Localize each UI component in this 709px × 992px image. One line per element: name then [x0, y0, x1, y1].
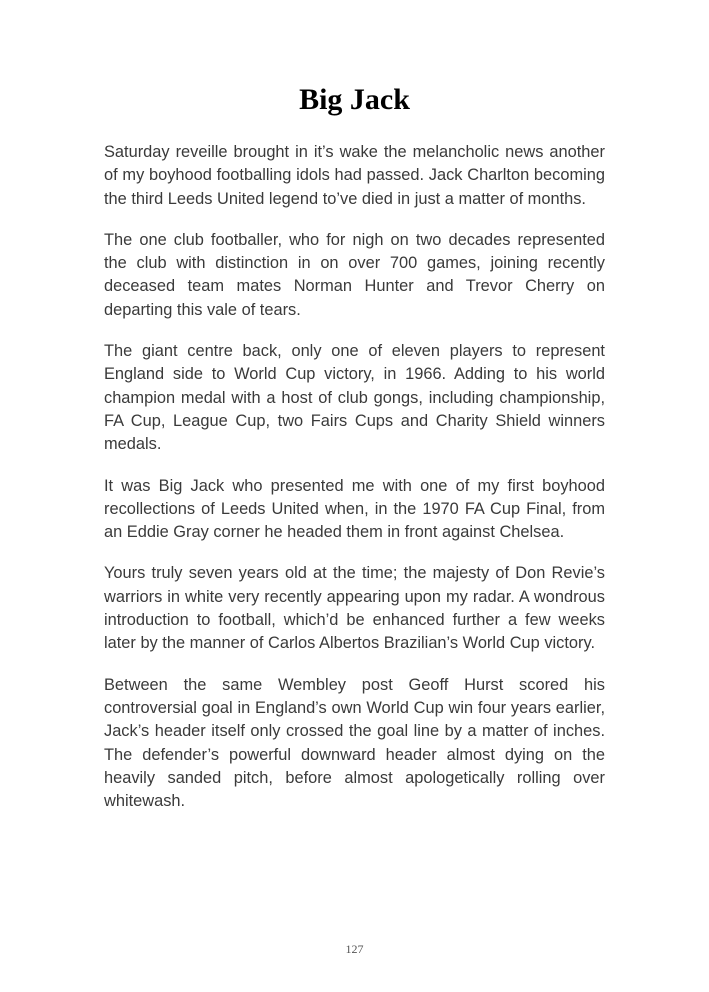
paragraph-2: The one club footballer, who for nigh on two decades represented the club with distinction in on over 700 games, joining recently deceased team mates Norman Hunter and Trevor Cherry on departing this vale of tears.	[104, 230, 605, 319]
paragraph-3: The giant centre back, only one of eleven players to represent England side to World Cup victory, in 1966. Adding to his world champion medal with a host of club gongs, including championship, FA Cup, League Cup, two Fairs Cups and Charity Shield winners medals.	[104, 342, 605, 454]
page-number: 127	[345, 942, 364, 956]
paragraph-5: Yours truly seven years old at the time; the majesty of Don Revie’s warriors in white very recently appearing upon my radar. A wondrous introduction to football, which’d be enhanced further a few weeks later by the manner of Carlos Albertos Brazilian’s World Cup victory.	[104, 564, 605, 653]
paragraph-6: Between the same Wembley post Geoff Hurst scored his controversial goal in England’s own World Cup win four years earlier, Jack’s header itself only crossed the goal line by a matter of inches. The defender’s powerful downward header almost dying on the heavily sanded pitch, before almost apologetically rolling over whitewash.	[104, 675, 605, 811]
body-text	[104, 141, 605, 831]
paragraph-1: Saturday reveille brought in it’s wake the melancholic news another of my boyhood footballing idols had passed. Jack Charlton becoming the third Leeds United legend to’ve died in just a matter of months.	[104, 143, 605, 208]
paragraph-4: It was Big Jack who presented me with one of my first boyhood recollections of Leeds United when, in the 1970 FA Cup Final, from an Eddie Gray corner he headed them in front against Chelsea.	[104, 476, 605, 542]
chapter-title: Big Jack	[299, 83, 410, 116]
